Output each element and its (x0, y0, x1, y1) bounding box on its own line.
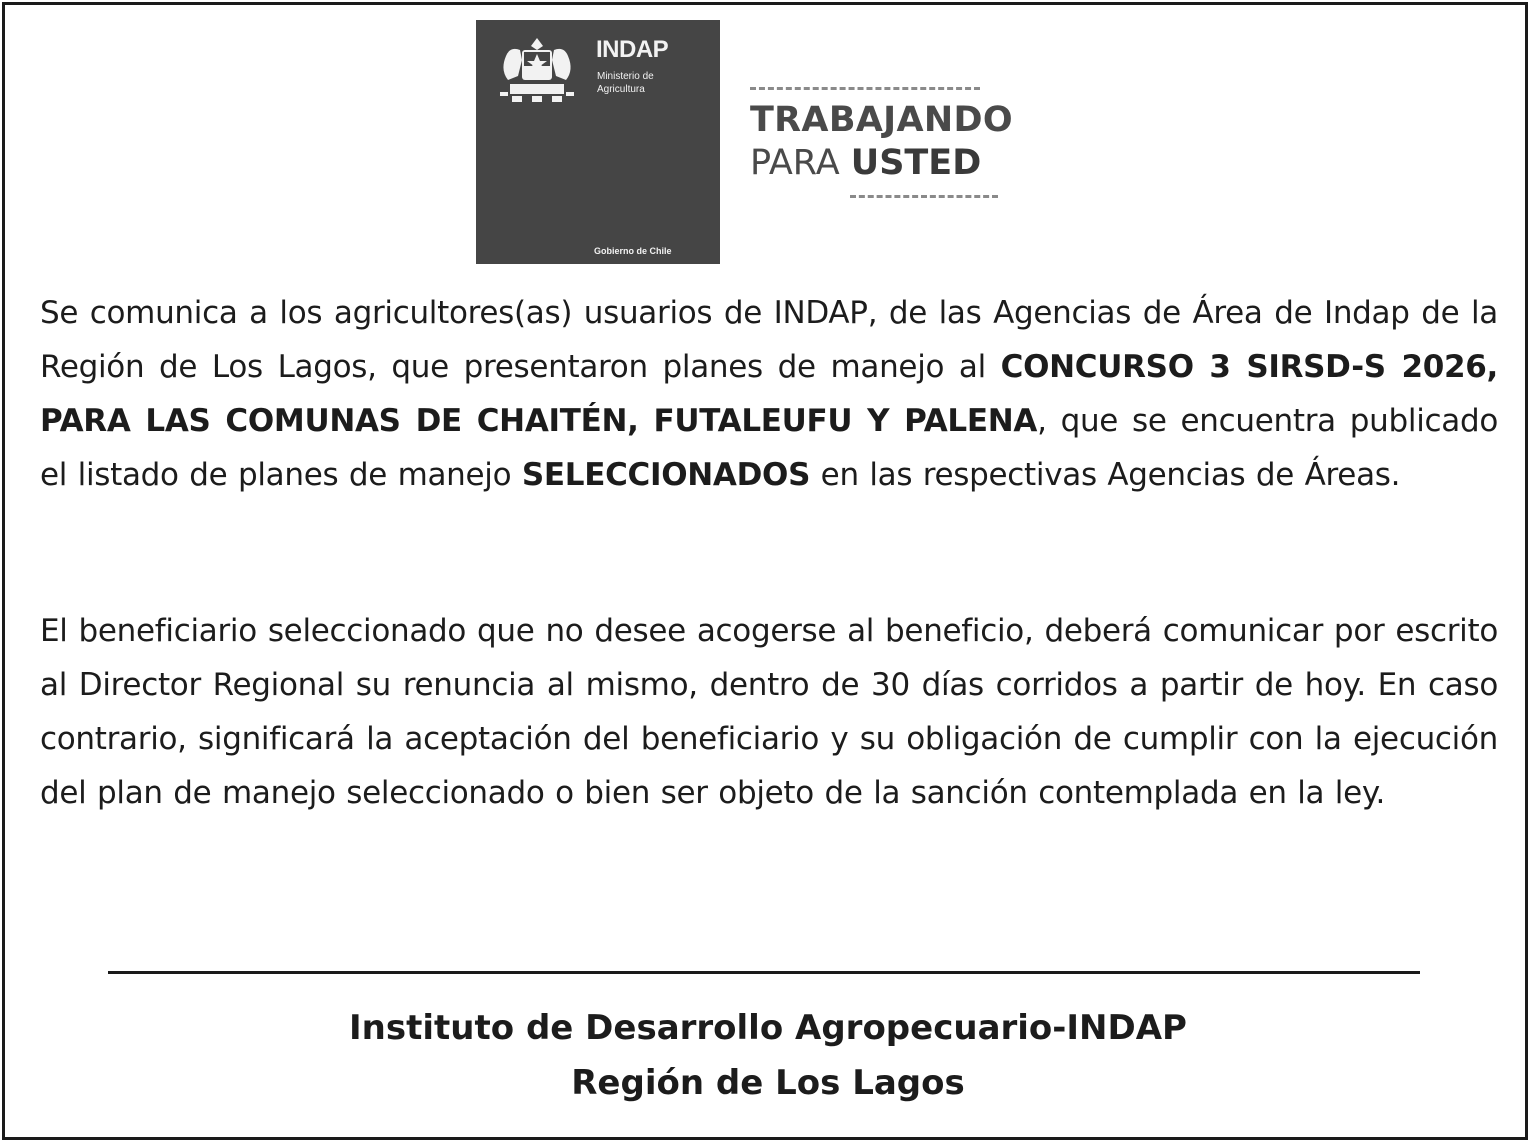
footer-institution: Instituto de Desarrollo Agropecuario-INDAP (349, 1008, 1187, 1048)
logo-government: Gobierno de Chile (594, 246, 672, 256)
announcement-intro: Se comunica a los agricultores(as) usuarios de INDAP, de las Agencias de Área de Indap de la Región de Los Lagos, que presentaron planes de manejo al (40, 295, 1498, 385)
announcement-middle: , que se encuentra publicado el listado de planes de manejo (40, 403, 1498, 493)
slogan-para: PARA (750, 143, 840, 183)
logo-name: INDAP (596, 36, 669, 63)
footer-divider (108, 971, 1420, 974)
announcement-paragraph (40, 286, 1498, 502)
conditions-paragraph: El beneficiario seleccionado que no desee acogerse al beneficio, deberá comunicar por escrito al Director Regional su renuncia al mismo, dentro de 30 días corridos a partir de hoy. En caso contrario, significará la aceptación del beneficiario y su obligación de cumplir con la ejecución del plan de manejo seleccionado o bien ser objeto de la sanción contemplada en la ley. (40, 613, 1498, 811)
slogan (750, 80, 1013, 210)
selected-keyword: SELECCIONADOS (521, 457, 811, 493)
slogan-line2 (750, 143, 981, 183)
announcement-end: en las respectivas Agencias de Áreas. (810, 457, 1401, 493)
slogan-usted: USTED (850, 143, 982, 183)
slogan-line1: TRABAJANDO (750, 100, 1013, 140)
logo-ministry: Ministerio de Agricultura (597, 71, 654, 95)
indap-logo (476, 20, 720, 264)
slogan-dash-top (750, 87, 980, 90)
chile-coat-of-arms-icon (496, 34, 578, 116)
contest-name: CONCURSO 3 SIRSD-S 2026, PARA LAS COMUNAS DE CHAITÉN, FUTALEUFU Y PALENA (40, 349, 1498, 439)
slogan-dash-bottom (850, 195, 998, 198)
footer-region: Región de Los Lagos (571, 1063, 965, 1103)
